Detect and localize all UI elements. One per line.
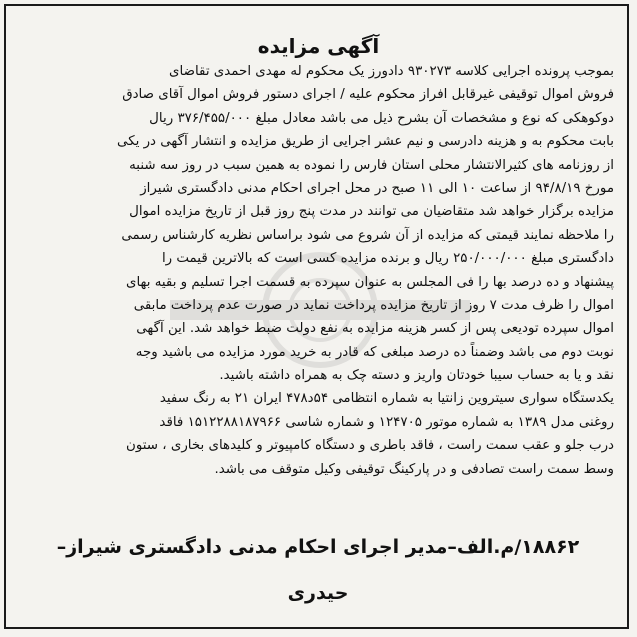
notice-line: نوبت دوم می باشد وضمناً ده درصد مبلغی که قادر به خرید مورد مزایده می باشید وجه <box>135 344 614 360</box>
notice-line: بابت محکوم به و هزینه دادرسی و نیم عشر اجرایی از طریق مزایده و انتشار آگهی در یکی <box>117 134 614 150</box>
notice-signature-office: ۱۸۸۶۲/م.الف–مدیر اجرای احکام مدنی دادگستری شیراز– <box>56 536 580 558</box>
notice-body <box>22 60 614 481</box>
vehicle-description-line: روغنی مدل ۱۳۸۹ به شماره موتور ۱۲۴۷۰۵ و شماره شاسی ۱۵۱۲۲۸۸۱۸۷۹۶۶ فاقد <box>159 414 614 430</box>
notice-line: مورخ ۹۴/۸/۱۹ از ساعت ۱۰ الی ۱۱ صبح در محل اجرای احکام مدنی دادگستری شیراز <box>140 180 614 196</box>
notice-title: آگهی مزایده <box>257 34 380 58</box>
notice-line: دادگستری مبلغ ۲۵۰/۰۰۰/۰۰۰ ریال و برنده مزایده کسی است که بالاترین قیمت را <box>161 251 614 267</box>
notice-line: فروش اموال توقیفی غیرقابل افراز محکوم علیه / اجرای دستور فروش اموال آقای صادق <box>122 87 614 103</box>
notice-line: اموال سپرده تودیعی پس از کسر هزینه مزایده به نفع دولت ضبط خواهد شد. این آگهی <box>136 321 614 337</box>
notice-line: دوکوهکی که نوع و مشخصات آن بشرح ذیل می باشد معادل مبلغ ۳۷۶/۴۵۵/۰۰۰ ریال <box>149 110 614 126</box>
vehicle-description-line: یکدستگاه سواری سیتروین زانتیا به شماره انتظامی ۵۴د۴۷۸ ایران ۲۱ به رنگ سفید <box>159 391 614 407</box>
notice-line: نقد و یا به حساب سیبا خودتان واریز و دسته چک به همراه داشته باشید. <box>219 368 614 384</box>
notice-line: پیشنهاد و ده درصد بها را فی المجلس به عنوان سپرده به قسمت اجرا تسلیم و بقیه بهای <box>125 274 614 290</box>
notice-line: اموال را ظرف مدت ۷ روز از تاریخ مزایده پرداخت نماید در صورت عدم پرداخت مابقی <box>133 297 614 313</box>
notice-line: از روزنامه های کثیرالانتشار محلی استان فارس را نموده به همین سبب در روز سه شنبه <box>129 157 614 173</box>
notice-line: بموجب پرونده اجرایی کلاسه ۹۳۰۲۷۳ دادورز یک محکوم له مهدی احمدی تقاضای <box>169 64 614 79</box>
notice-line: مزایده برگزار خواهد شد متقاضیان می توانند در مدت پنج روز قبل از تاریخ مزایده اموال <box>129 204 614 220</box>
notice-line: را ملاحظه نمایند قیمتی که مزایده از آن شروع می شود براساس نظریه کارشناس رسمی <box>121 227 614 243</box>
vehicle-description-line: وسط سمت راست تصادفی و در پارکینگ توقیفی وکیل متوقف می باشد. <box>214 461 614 477</box>
notice-signature-name: حیدری <box>287 582 349 604</box>
vehicle-description-line: درب جلو و عقب سمت راست ، فاقد باطری و دستگاه کامپیوتر و کلیدهای بخاری ، ستون <box>126 438 614 454</box>
